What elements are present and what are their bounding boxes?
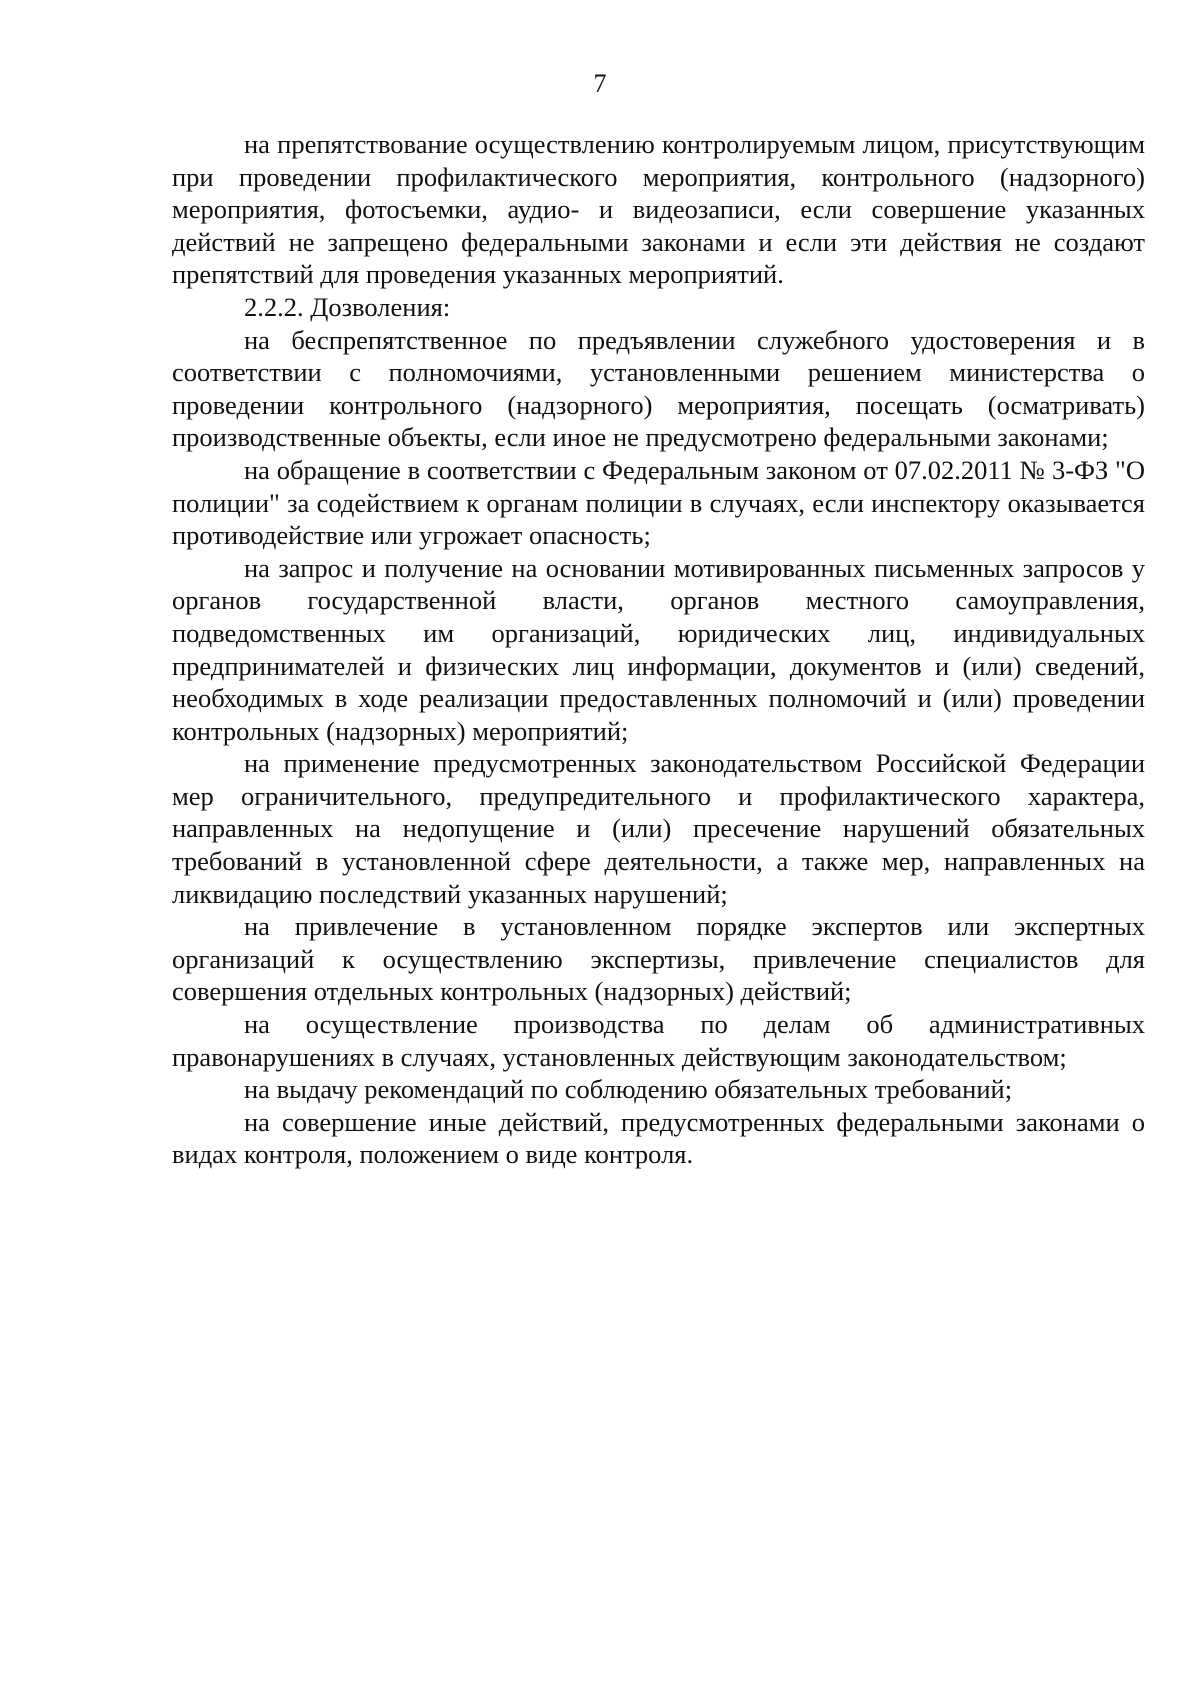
page-number: 7 xyxy=(593,69,607,98)
document-body xyxy=(172,128,1145,1171)
paragraph-police-assistance: на обращение в соответствии с Федеральным законом от 07.02.2011 № 3-ФЗ "О полиции" за содействием к органам полиции в случаях, если инспектору оказывается противодействие или угрожает опасность; xyxy=(172,454,1145,551)
paragraph-obstruction-prohibition: на препятствование осуществлению контролируемым лицом, присутствующим при проведении профилактического мероприятия, контрольного (надзорного) мероприятия, фотосъемки, аудио- и видеозаписи, если совершение указанных действий не запрещено федеральными законами и если эти действия не создают препятствий для проведения указанных мероприятий. xyxy=(172,129,1145,290)
paragraph-administrative-proceedings: на осуществление производства по делам об административных правонарушениях в случаях, установленных действующим законодательством; xyxy=(172,1009,1145,1072)
section-heading-permissions: 2.2.2. Дозволения: xyxy=(244,291,451,322)
paragraph-restrictive-measures: на применение предусмотренных законодательством Российской Федерации мер ограничительного, предупредительного и профилактического характера, направленных на недопущение и (или) пресечение нарушений обязательных требований в установленной сфере деятельности, а также мер, направленных на ликвидацию последствий указанных нарушений; xyxy=(172,748,1145,909)
paragraph-information-requests: на запрос и получение на основании мотивированных письменных запросов у органов государственной власти, органов местного самоуправления, подведомственных им организаций, юридических лиц, индивидуальных предпринимателей и физических лиц информации, документов и (или) сведений, необходимых в ходе реализации предоставленных полномочий и (или) проведении контрольных (надзорных) мероприятий; xyxy=(172,552,1145,746)
paragraph-other-actions: на совершение иные действий, предусмотренных федеральными законами о видах контроля, положением о виде контроля. xyxy=(172,1106,1145,1170)
paragraph-site-access: на беспрепятственное по предъявлении служебного удостоверения и в соответствии с полномочиями, установленными решением министерства о проведении контрольного (надзорного) мероприятия, посещать (осматривать) производственные объекты, если иное не предусмотрено федеральными законами; xyxy=(172,324,1145,453)
paragraph-expert-involvement: на привлечение в установленном порядке экспертов или экспертных организаций к осуществлению экспертизы, привлечение специалистов для совершения отдельных контрольных (надзорных) действий; xyxy=(172,911,1145,1007)
paragraph-recommendations: на выдачу рекомендаций по соблюдению обязательных требований; xyxy=(244,1074,1013,1105)
